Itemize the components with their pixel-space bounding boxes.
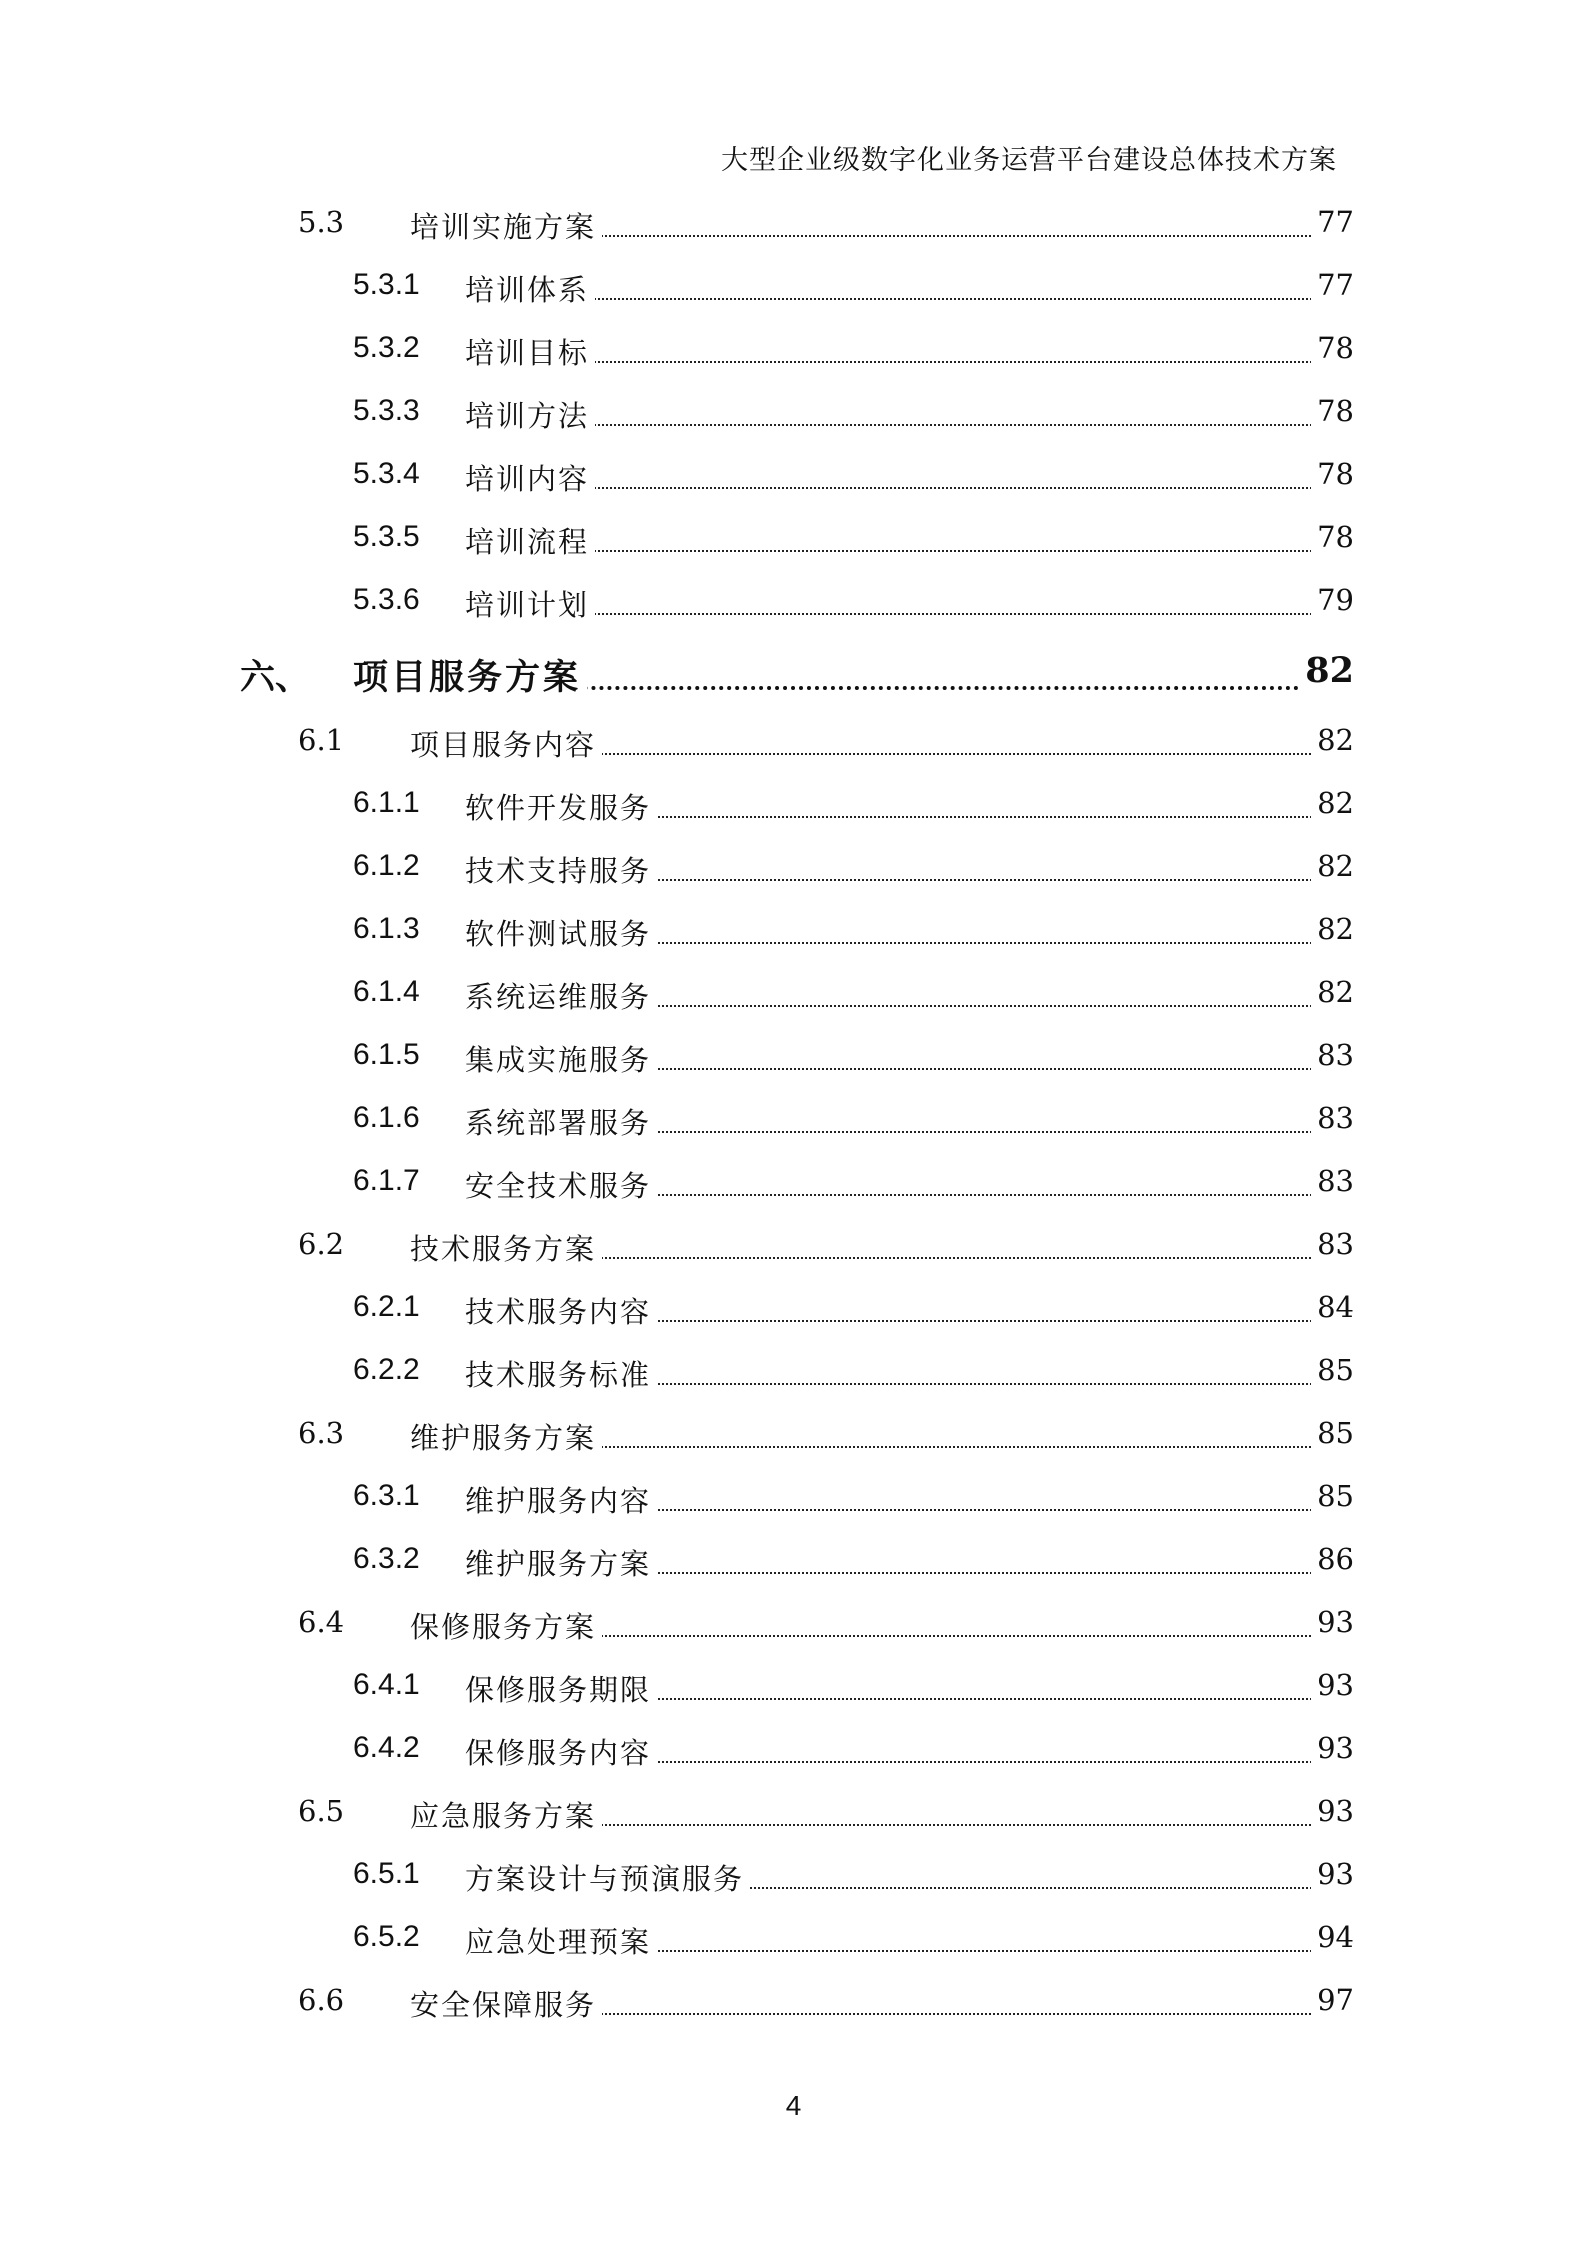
- toc-subsection-entry[interactable]: [0, 912, 1587, 962]
- toc-entry-page: 93: [1311, 1731, 1354, 1765]
- toc-entry-title: 维护服务方案: [465, 1542, 657, 1583]
- toc-dot-leader: [475, 298, 1347, 300]
- toc-entry-number: 5.3: [298, 205, 345, 239]
- toc-entry-page: 77: [1311, 205, 1354, 239]
- toc-entry-number: 6.1.6: [353, 1101, 420, 1134]
- toc-entry-title: 技术服务标准: [465, 1353, 657, 1394]
- toc-section-entry[interactable]: [0, 1227, 1587, 1277]
- toc-subsection-entry[interactable]: [0, 1290, 1587, 1340]
- toc-entry-number: 6.3: [298, 1416, 345, 1450]
- toc-subsection-entry[interactable]: [0, 1542, 1587, 1592]
- toc-entry-number: 6.1.4: [353, 975, 420, 1008]
- toc-section-entry[interactable]: [0, 1794, 1587, 1844]
- toc-entry-page: 78: [1311, 331, 1354, 365]
- toc-subsection-entry[interactable]: [0, 520, 1587, 570]
- toc-entry-page: 82: [1311, 786, 1354, 820]
- toc-entry-title: 系统运维服务: [465, 975, 657, 1016]
- toc-subsection-entry[interactable]: [0, 583, 1587, 633]
- toc-entry-page: 79: [1311, 583, 1354, 617]
- toc-entry-title: 培训实施方案: [410, 205, 602, 246]
- toc-entry-page: 85: [1311, 1479, 1354, 1513]
- toc-entry-title: 保修服务内容: [465, 1731, 657, 1772]
- toc-entry-page: 93: [1311, 1794, 1354, 1828]
- toc-entry-page: 82: [1311, 723, 1354, 757]
- toc-entry-number: 6.2.2: [353, 1353, 420, 1386]
- toc-entry-number: 6.1.1: [353, 786, 420, 819]
- toc-entry-title: 技术支持服务: [465, 849, 657, 890]
- toc-entry-page: 82: [1311, 849, 1354, 883]
- toc-chapter-entry[interactable]: [0, 650, 1587, 706]
- toc-dot-leader: [475, 613, 1347, 615]
- toc-entry-title: 安全技术服务: [465, 1164, 657, 1205]
- toc-entry-number: 6.1.5: [353, 1038, 420, 1071]
- toc-entry-title: 应急处理预案: [465, 1920, 657, 1961]
- toc-entry-title: 维护服务方案: [410, 1416, 602, 1457]
- toc-entry-page: 93: [1311, 1857, 1354, 1891]
- toc-entry-number: 5.3.5: [353, 520, 420, 553]
- toc-entry-title: 培训方法: [465, 394, 595, 435]
- toc-entry-number: 5.3.4: [353, 457, 420, 490]
- toc-entry-title: 集成实施服务: [465, 1038, 657, 1079]
- toc-entry-number: 6.1.3: [353, 912, 420, 945]
- toc-entry-page: 82: [1311, 912, 1354, 946]
- toc-entry-number: 6.5: [298, 1794, 345, 1828]
- toc-entry-title: 安全保障服务: [410, 1983, 602, 2024]
- toc-entry-number: 5.3.6: [353, 583, 420, 616]
- toc-entry-page: 84: [1311, 1290, 1354, 1324]
- toc-entry-title: 项目服务内容: [410, 723, 602, 764]
- toc-subsection-entry[interactable]: [0, 1164, 1587, 1214]
- toc-entry-page: 86: [1311, 1542, 1354, 1576]
- toc-entry-page: 83: [1311, 1227, 1354, 1261]
- toc-subsection-entry[interactable]: [0, 786, 1587, 836]
- toc-entry-number: 5.3.2: [353, 331, 420, 364]
- toc-entry-number: 6.4.1: [353, 1668, 420, 1701]
- toc-entry-number: 6.6: [298, 1983, 345, 2017]
- toc-section-entry[interactable]: [0, 1605, 1587, 1655]
- toc-entry-page: 82: [1299, 650, 1354, 691]
- toc-entry-title: 保修服务方案: [410, 1605, 602, 1646]
- toc-subsection-entry[interactable]: [0, 975, 1587, 1025]
- toc-entry-title: 保修服务期限: [465, 1668, 657, 1709]
- toc-entry-title: 培训目标: [465, 331, 595, 372]
- toc-entry-title: 培训计划: [465, 583, 595, 624]
- toc-entry-page: 85: [1311, 1353, 1354, 1387]
- toc-entry-number: 六、: [240, 657, 311, 698]
- toc-entry-number: 6.4.2: [353, 1731, 420, 1764]
- toc-entry-title: 应急服务方案: [410, 1794, 602, 1835]
- toc-entry-number: 6.2.1: [353, 1290, 420, 1323]
- toc-entry-title: 培训流程: [465, 520, 595, 561]
- toc-entry-number: 6.3.1: [353, 1479, 420, 1512]
- toc-section-entry[interactable]: [0, 723, 1587, 773]
- toc-subsection-entry[interactable]: [0, 1038, 1587, 1088]
- toc-entry-title: 软件测试服务: [465, 912, 657, 953]
- toc-entry-page: 93: [1311, 1605, 1354, 1639]
- toc-subsection-entry[interactable]: [0, 331, 1587, 381]
- toc-subsection-entry[interactable]: [0, 1731, 1587, 1781]
- toc-entry-page: 83: [1311, 1101, 1354, 1135]
- toc-entry-title: 方案设计与预演服务: [465, 1857, 750, 1898]
- page-number: 4: [785, 2090, 802, 2121]
- toc-entry-page: 78: [1311, 394, 1354, 428]
- toc-entry-number: 6.1.7: [353, 1164, 420, 1197]
- toc-subsection-entry[interactable]: [0, 457, 1587, 507]
- toc-section-entry[interactable]: [0, 1416, 1587, 1466]
- toc-entry-number: 6.5.1: [353, 1857, 420, 1890]
- toc-entry-page: 77: [1311, 268, 1354, 302]
- toc-entry-page: 83: [1311, 1038, 1354, 1072]
- toc-entry-title: 技术服务方案: [410, 1227, 602, 1268]
- toc-entry-title: 培训体系: [465, 268, 595, 309]
- toc-entry-title: 系统部署服务: [465, 1101, 657, 1142]
- toc-subsection-entry[interactable]: [0, 849, 1587, 899]
- toc-entry-number: 6.1.2: [353, 849, 420, 882]
- toc-subsection-entry[interactable]: [0, 1353, 1587, 1403]
- toc-entry-title: 技术服务内容: [465, 1290, 657, 1331]
- toc-dot-leader: [475, 550, 1347, 552]
- toc-entry-title: 软件开发服务: [465, 786, 657, 827]
- toc-subsection-entry[interactable]: [0, 394, 1587, 444]
- toc-entry-page: 94: [1311, 1920, 1354, 1954]
- toc-entry-title: 培训内容: [465, 457, 595, 498]
- toc-subsection-entry[interactable]: [0, 1101, 1587, 1151]
- toc-entry-number: 5.3.1: [353, 268, 420, 301]
- toc-entry-number: 5.3.3: [353, 394, 420, 427]
- toc-entry-page: 78: [1311, 520, 1354, 554]
- toc-entry-page: 78: [1311, 457, 1354, 491]
- toc-dot-leader: [475, 424, 1347, 426]
- toc-entry-number: 6.2: [298, 1227, 345, 1261]
- toc-entry-page: 93: [1311, 1668, 1354, 1702]
- toc-dot-leader: [475, 361, 1347, 363]
- toc-subsection-entry[interactable]: [0, 1920, 1587, 1970]
- toc-dot-leader: [475, 487, 1347, 489]
- toc-subsection-entry[interactable]: [0, 1857, 1587, 1907]
- toc-entry-title: 项目服务方案: [353, 650, 587, 700]
- toc-entry-page: 82: [1311, 975, 1354, 1009]
- toc-entry-title: 维护服务内容: [465, 1479, 657, 1520]
- toc-entry-number: 6.4: [298, 1605, 345, 1639]
- toc-section-entry[interactable]: [0, 205, 1587, 255]
- toc-entry-page: 83: [1311, 1164, 1354, 1198]
- running-header: 大型企业级数字化业务运营平台建设总体技术方案: [721, 145, 1337, 176]
- toc-subsection-entry[interactable]: [0, 1668, 1587, 1718]
- toc-section-entry[interactable]: [0, 1983, 1587, 2033]
- toc-entry-page: 85: [1311, 1416, 1354, 1450]
- toc-entry-number: 6.3.2: [353, 1542, 420, 1575]
- toc-entry-number: 6.1: [298, 723, 345, 757]
- toc-subsection-entry[interactable]: [0, 268, 1587, 318]
- toc-entry-number: 6.5.2: [353, 1920, 420, 1953]
- toc-entry-page: 97: [1311, 1983, 1354, 2017]
- toc-subsection-entry[interactable]: [0, 1479, 1587, 1529]
